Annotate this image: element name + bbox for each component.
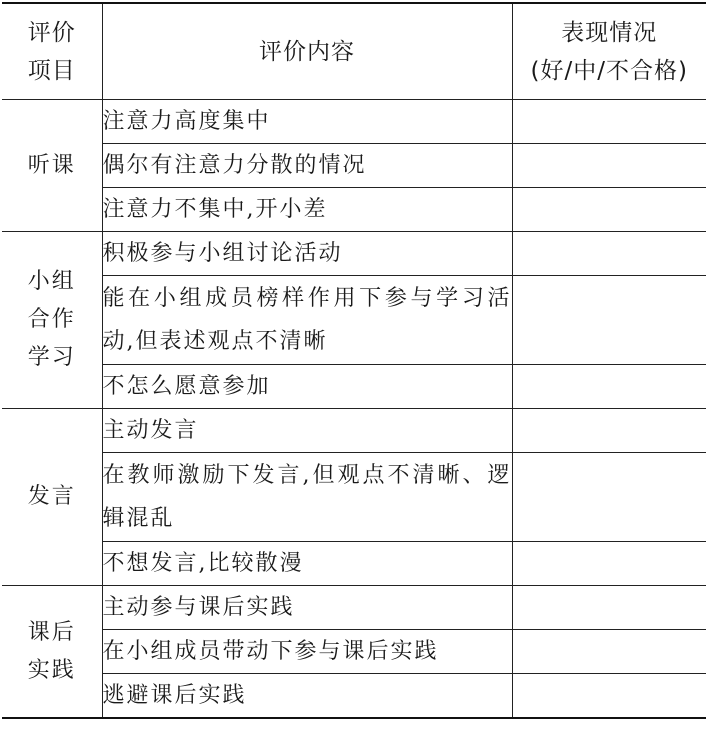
header-performance	[512, 3, 706, 100]
result-cell[interactable]	[512, 542, 706, 586]
table-row	[2, 630, 706, 674]
category-line: 小组	[27, 269, 76, 294]
result-cell[interactable]	[512, 586, 706, 630]
item-cell: 在教师激励下发言,但观点不清晰、逻辑混乱	[102, 453, 512, 542]
table-row	[2, 453, 706, 542]
item-cell: 能在小组成员榜样作用下参与学习活动,但表述观点不清晰	[102, 276, 512, 365]
result-cell[interactable]	[512, 365, 706, 409]
category-line: 实践	[27, 657, 76, 683]
result-cell[interactable]	[512, 453, 706, 542]
category-line: 课后	[27, 619, 76, 645]
category-cell-practice	[2, 586, 102, 719]
table-row	[2, 276, 706, 365]
header-category	[2, 3, 102, 100]
category-cell-group-learning	[2, 232, 102, 409]
table-row	[2, 232, 706, 276]
category-line: 学习	[27, 345, 76, 370]
table-header	[2, 3, 706, 100]
item-cell: 不怎么愿意参加	[102, 365, 512, 409]
table-body	[2, 100, 706, 719]
header-category-line: 项目	[27, 57, 76, 84]
table-row	[2, 409, 706, 453]
item-cell: 偶尔有注意力分散的情况	[102, 144, 512, 188]
item-cell: 逃避课后实践	[102, 674, 512, 719]
header-performance-line: (好/中/不合格)	[530, 57, 688, 84]
item-cell: 注意力不集中,开小差	[102, 188, 512, 232]
result-cell[interactable]	[512, 232, 706, 276]
header-category-line: 评价	[27, 19, 76, 46]
category-line: 发言	[27, 484, 76, 509]
result-cell[interactable]	[512, 188, 706, 232]
item-cell: 在小组成员带动下参与课后实践	[102, 630, 512, 674]
result-cell[interactable]	[512, 630, 706, 674]
item-cell: 积极参与小组讨论活动	[102, 232, 512, 276]
category-cell-speaking	[2, 409, 102, 586]
result-cell[interactable]	[512, 674, 706, 719]
result-cell[interactable]	[512, 100, 706, 144]
table-row	[2, 188, 706, 232]
item-cell: 不想发言,比较散漫	[102, 542, 512, 586]
table-row	[2, 365, 706, 409]
evaluation-table	[2, 2, 706, 719]
result-cell[interactable]	[512, 276, 706, 365]
table-row	[2, 674, 706, 719]
item-cell: 主动参与课后实践	[102, 586, 512, 630]
item-cell: 注意力高度集中	[102, 100, 512, 144]
table-row	[2, 542, 706, 586]
table-row	[2, 144, 706, 188]
category-cell-listening	[2, 100, 102, 232]
header-performance-line: 表现情况	[561, 19, 658, 46]
result-cell[interactable]	[512, 409, 706, 453]
category-line: 听课	[27, 152, 76, 178]
item-cell: 主动发言	[102, 409, 512, 453]
table-row	[2, 100, 706, 144]
category-line: 合作	[27, 307, 76, 332]
header-content: 评价内容	[102, 3, 512, 100]
result-cell[interactable]	[512, 144, 706, 188]
table-row	[2, 586, 706, 630]
